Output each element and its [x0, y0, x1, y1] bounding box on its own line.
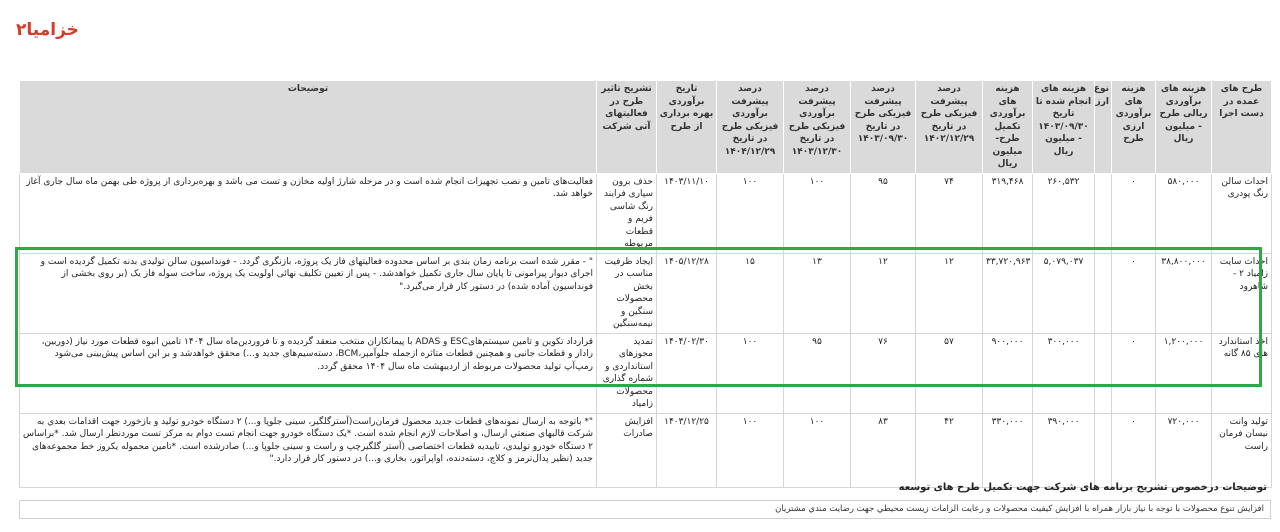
cell-progress-1404: ۱۰۰ [717, 413, 784, 487]
cell-project: احداث سایت زامیاد ۲ - شاهرود [1212, 253, 1272, 333]
cell-rial-cost: ۱,۲۰۰,۰۰۰ [1156, 333, 1212, 413]
cell-progress-1402: ۷۴ [916, 173, 983, 253]
table-header-row [20, 81, 1272, 174]
cell-complete-cost: ۳۳۰,۰۰۰ [983, 413, 1033, 487]
cell-rial-cost: ۷۲۰,۰۰۰ [1156, 413, 1212, 487]
cell-progress-1403-12: ۱۰۰ [784, 413, 851, 487]
development-plans-table [19, 80, 1272, 488]
table-row [20, 173, 1272, 253]
cell-currency [1095, 413, 1112, 487]
cell-progress-1404: ۱۵ [717, 253, 784, 333]
cell-progress-1404: ۱۰۰ [717, 173, 784, 253]
cell-operation-date: ۱۴۰۳/۱۱/۱۰ [657, 173, 717, 253]
header-spent: هزینه های انجام شده تا تاریخ ۱۴۰۳/۰۹/۳۰ - میلیون ریال [1033, 81, 1095, 174]
header-description: توضیحات [20, 81, 597, 174]
plans-text: افزايش تنوع محصولات با توجه با نياز بازار همراه با افزايش كيفيت محصولات و رعايت الزامات زيست محيطي جهت رضايت مندي مشتريان [19, 500, 1271, 519]
cell-spent: ۲۶۰,۵۳۲ [1033, 173, 1095, 253]
cell-description: "* باتوجه به ارسال نمونه‌های قطعات جدید محصول فرمان‌راست(آسترگلگیر، سینی جلوپا و...) ۲ دستگاه خودرو تولید و بازخورد جهت اقدامات بعدي به شرکت قالبهاي صنعتي ارسال، و اصلاحات لازم انجام شده است. *یک دستگاه خودرو جهت انجام تست دوام به مرکز تست موردنظر ارسال شد. *براساس ۲ دستگاه خودرو تولیدی، تاییدیه قطعات اختصاصی (آستر گلگیرچپ و راست و سینی جلوپا و...) صادرشده است. *تامین محموله یکروز خط مجموعه‌های جدید (نظیر پدال‌ترمز و کلاچ، دسته‌دنده، اواپراتور، بخاری و...) در دستور کار قرار دارد." [20, 413, 597, 487]
cell-fx-cost: ۰ [1112, 333, 1156, 413]
table-row [20, 333, 1272, 413]
header-currency: نوع ارز [1095, 81, 1112, 174]
cell-progress-1403-12: ۹۵ [784, 333, 851, 413]
cell-description: قرارداد تکوین و تامین سیستم‌هایESC و ADAS با پیمانکاران منتخب منعقد گردیده و تا فروردین‌ماه سال ۱۴۰۴ تامین انبوه قطعات مورد نیاز (دوربین، رادار و قطعات جانبی و همچنین قطعات متاثره ازجمله جلوآمپر،BCM، دسته‌سیم‌های جدید و...) محقق خواهدشد و بر این اساس پیش‌بینی می‌شود رمپ‌آپ تولید محصولات مربوطه از اردیبهشت ماه سال ۱۴۰۴ محقق گردد. [20, 333, 597, 413]
cell-impact: ایجاد ظرفیت مناسب در بخش محصولات سنگین و نیمه‌سنگین [597, 253, 657, 333]
cell-complete-cost: ۳۱۹,۴۶۸ [983, 173, 1033, 253]
cell-spent: ۳۰۰,۰۰۰ [1033, 333, 1095, 413]
cell-complete-cost: ۹۰۰,۰۰۰ [983, 333, 1033, 413]
header-project: طرح های عمده در دست اجرا [1212, 81, 1272, 174]
cell-complete-cost: ۳۳,۷۲۰,۹۶۳ [983, 253, 1033, 333]
cell-progress-1403-09: ۷۶ [851, 333, 916, 413]
header-operation-date: تاریخ برآوردی بهره برداری از طرح [657, 81, 717, 174]
cell-project: احداث سالن رنگ پودری [1212, 173, 1272, 253]
plans-title: توضیحات درخصوص تشریح برنامه های شرکت جهت تکمیل طرح های توسعه [898, 482, 1267, 493]
company-name: خزامیا۲ [16, 20, 79, 40]
cell-progress-1404: ۱۰۰ [717, 333, 784, 413]
header-progress-1403-09: درصد پیشرفت فیزیکی طرح در تاریخ ۱۴۰۳/۰۹/۳۰ [851, 81, 916, 174]
cell-progress-1403-12: ۱۰۰ [784, 173, 851, 253]
cell-currency [1095, 333, 1112, 413]
header-impact: تشریح تاثیر طرح در فعالیتهای آتی شرکت [597, 81, 657, 174]
cell-operation-date: ۱۴۰۵/۱۲/۲۸ [657, 253, 717, 333]
cell-progress-1402: ۴۲ [916, 413, 983, 487]
cell-operation-date: ۱۴۰۳/۱۲/۲۵ [657, 413, 717, 487]
cell-fx-cost: ۰ [1112, 253, 1156, 333]
cell-progress-1403-09: ۸۳ [851, 413, 916, 487]
cell-currency [1095, 173, 1112, 253]
cell-spent: ۵,۰۷۹,۰۳۷ [1033, 253, 1095, 333]
header-progress-1402: درصد پیشرفت فیزیکی طرح در تاریخ ۱۴۰۲/۱۲/۲۹ [916, 81, 983, 174]
cell-rial-cost: ۵۸۰,۰۰۰ [1156, 173, 1212, 253]
cell-spent: ۳۹۰,۰۰۰ [1033, 413, 1095, 487]
cell-progress-1402: ۵۷ [916, 333, 983, 413]
header-rial-cost: هزینه های برآوردی ریالی طرح - میلیون ریال [1156, 81, 1212, 174]
cell-operation-date: ۱۴۰۴/۰۲/۳۰ [657, 333, 717, 413]
cell-project: اخذ استاندارد های ۸۵ گانه [1212, 333, 1272, 413]
cell-description: " - مقرر شده است برنامه زمان بندی بر اساس محدوده فعالیتهای فاز یک پروژه، بازنگری گردد. - فونداسیون سالن تولیدی بدنه تکمیل گردیده است و اجرای دیوار پیرامونی تا پایان سال جاری تکمیل خواهدشد. - پس از تعیین تکلیف نهائی اولویت یک پروژه، ساخت سوله فاز یک (بر روی بخشی از فونداسیون آماده شده) در دستور کار قرار می‌گیرد." [20, 253, 597, 333]
table-row [20, 413, 1272, 487]
cell-progress-1403-12: ۱۳ [784, 253, 851, 333]
cell-description: فعالیت‌های تامین و نصب تجهیزات انجام شده است و در مرحله شارژ اولیه مخازن و تست می باشد و بهره‌برداری از پروژه طی بهمن ماه سال جاری آغاز خواهد شد. [20, 173, 597, 253]
cell-impact: حذف برون سپاری فرایند رنگ شاسی فریم و قطعات مربوطه [597, 173, 657, 253]
cell-fx-cost: ۰ [1112, 173, 1156, 253]
header-progress-1404: درصد پیشرفت برآوردی فیزیکی طرح در تاریخ ۱۴۰۴/۱۲/۲۹ [717, 81, 784, 174]
table-row [20, 253, 1272, 333]
cell-impact: تمدید مجوزهای استانداردی و شماره گذاری محصولات زامیاد [597, 333, 657, 413]
cell-rial-cost: ۳۸,۸۰۰,۰۰۰ [1156, 253, 1212, 333]
header-fx-cost: هزینه های برآوردی ارزی طرح [1112, 81, 1156, 174]
cell-fx-cost: ۰ [1112, 413, 1156, 487]
header-complete-cost: هزینه های برآوردی تکمیل طرح- میلیون ریال [983, 81, 1033, 174]
header-progress-1403-12: درصد پیشرفت برآوردی فیزیکی طرح در تاریخ ۱۴۰۳/۱۲/۳۰ [784, 81, 851, 174]
cell-currency [1095, 253, 1112, 333]
cell-progress-1403-09: ۹۵ [851, 173, 916, 253]
cell-progress-1402: ۱۲ [916, 253, 983, 333]
cell-project: تولید وانت نیسان فرمان راست [1212, 413, 1272, 487]
cell-impact: افزایش صادرات [597, 413, 657, 487]
cell-progress-1403-09: ۱۲ [851, 253, 916, 333]
